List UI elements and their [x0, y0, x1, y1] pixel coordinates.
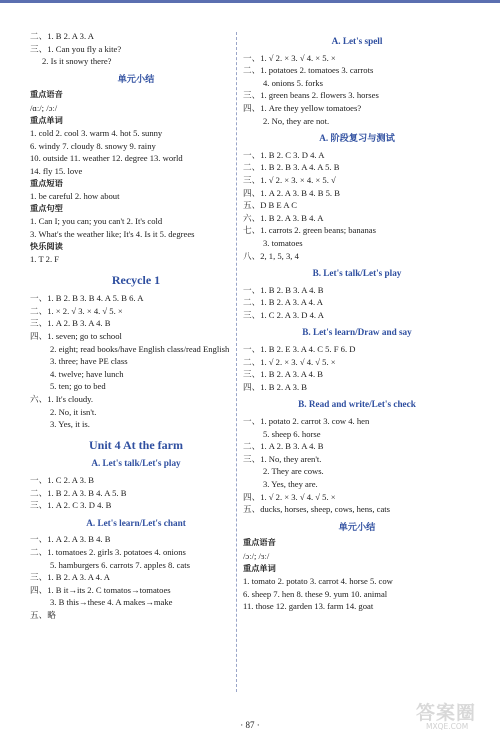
- answer-line: 三、1. B 2. A 3. A 4. B: [243, 369, 323, 380]
- section-heading: B. Let's learn/Draw and say: [302, 327, 412, 338]
- subheading: 重点短语: [30, 178, 63, 188]
- answer-line: 1. T 2. F: [30, 254, 60, 265]
- watermark-sub-text: MXQE.COM: [426, 722, 469, 731]
- answer-line: 四、1. seven; go to school: [30, 331, 122, 342]
- subheading: 重点语音: [243, 538, 276, 548]
- page-number: · 87 ·: [240, 720, 260, 730]
- answer-line: 2. No, it isn't.: [50, 406, 97, 417]
- answer-line: 3. three; have PE class: [50, 356, 128, 367]
- answer-line: 6. windy 7. cloudy 8. snowy 9. rainy: [30, 140, 156, 151]
- subheading: 重点单词: [30, 115, 63, 125]
- answer-line: 八、2, 1, 5, 3, 4: [243, 250, 299, 261]
- left-column: [30, 30, 242, 622]
- answer-line: 一、1. √ 2. × 3. √ 4. × 5. ×: [243, 52, 336, 63]
- section-heading: B. Read and write/Let's check: [298, 399, 416, 410]
- subheading: 重点句型: [30, 203, 63, 213]
- answer-line: 二、1. potatoes 2. tomatoes 3. carrots: [243, 65, 374, 76]
- answer-line: 3. What's the weather like; It's 4. Is it 5. degrees: [30, 228, 195, 239]
- section-heading: 单元小结: [117, 73, 155, 84]
- answer-line: 5. sheep 6. horse: [263, 428, 321, 439]
- answer-line: 四、1. B 2. A 3. B: [243, 381, 307, 392]
- watermark-logo: [416, 698, 496, 738]
- answer-line: 三、1. A 2. B 3. A 4. B: [30, 318, 111, 329]
- answer-line: 五、略: [30, 609, 56, 620]
- answer-line: /ɑː/; /ɔː/: [30, 102, 58, 113]
- section-heading: A. 阶段复习与测试: [319, 133, 395, 144]
- answer-line: 三、1. B 2. A 3. A 4. A: [30, 572, 110, 583]
- answer-line: 5. hamburgers 6. carrots 7. apples 8. cats: [50, 559, 190, 570]
- answer-line: 二、1. B 2. A 3. A: [30, 31, 94, 41]
- answer-line: 1. tomato 2. potato 3. carrot 4. horse 5. cow: [243, 576, 393, 587]
- answer-line: 二、1. B 2. B 3. A 4. A 5. B: [243, 162, 340, 173]
- answer-line: 6. sheep 7. hen 8. these 9. yum 10. animal: [243, 588, 388, 599]
- answer-line: 2. No, they are not.: [263, 115, 330, 126]
- unit-title: Unit 4 At the farm: [89, 437, 183, 452]
- answer-line: 1. Can I; you can; you can't 2. It's cold: [30, 216, 163, 227]
- answer-line: 2. eight; read books/have English class/read English: [50, 343, 230, 354]
- answer-line: 2. Is it snowy there?: [42, 56, 112, 67]
- top-rule: [0, 0, 500, 3]
- answer-line: 四、1. Are they yellow tomatoes?: [243, 102, 362, 113]
- answer-line: 三、1. No, they aren't.: [243, 453, 322, 464]
- answer-line: 一、1. B 2. E 3. A 4. C 5. F 6. D: [243, 344, 356, 355]
- answer-line: 七、1. carrots 2. green beans; bananas: [243, 225, 376, 236]
- answer-line: 一、1. B 2. C 3. D 4. A: [243, 149, 325, 160]
- answer-line: 1. cold 2. cool 3. warm 4. hot 5. sunny: [30, 128, 163, 139]
- section-heading: A. Let's talk/Let's play: [91, 458, 181, 469]
- answer-line: 14. fly 15. love: [30, 165, 83, 176]
- section-heading: 单元小结: [338, 521, 376, 532]
- section-heading: A. Let's spell: [331, 36, 383, 46]
- answer-line: 3. tomatoes: [263, 237, 303, 248]
- answer-line: 六、1. B 2. A 3. B 4. A: [243, 212, 324, 223]
- unit-title: Recycle 1: [111, 272, 161, 287]
- answer-line: 一、1. C 2. A 3. B: [30, 475, 94, 485]
- section-heading: A. Let's learn/Let's chant: [86, 517, 186, 528]
- answer-line: 二、1. × 2. √ 3. × 4. √ 5. ×: [30, 305, 123, 316]
- answer-line: 一、1. A 2. A 3. B 4. B: [30, 534, 111, 545]
- answer-line: 四、1. B it→its 2. C tomatos→tomatoes: [30, 584, 171, 595]
- answer-line: 10. outside 11. weather 12. degree 13. world: [30, 153, 183, 164]
- answer-line: 4. twelve; have lunch: [50, 368, 124, 379]
- answer-line: 四、1. A 2. A 3. B 4. B 5. B: [243, 187, 340, 198]
- answer-line: 5. ten; go to bed: [50, 381, 106, 392]
- answer-line: 3. B this→these 4. A makes→make: [50, 597, 173, 608]
- subheading: 重点单词: [243, 563, 276, 573]
- answer-line: 3. Yes, they are.: [263, 479, 318, 489]
- answer-line: 三、1. Can you fly a kite?: [30, 43, 122, 54]
- answer-line: 二、1. B 2. A 3. B 4. A 5. B: [30, 487, 127, 498]
- answer-line: 1. be careful 2. how about: [30, 191, 120, 202]
- right-column: [243, 30, 471, 613]
- answer-line: 四、1. √ 2. × 3. √ 4. √ 5. ×: [243, 491, 336, 502]
- watermark-main-text: 答案圈: [416, 702, 477, 724]
- answer-line: 一、1. B 2. B 3. A 4. B: [243, 284, 324, 295]
- column-divider: [236, 32, 237, 692]
- answer-line: 五、ducks, horses, sheep, cows, hens, cats: [243, 504, 391, 515]
- answer-line: 二、1. A 2. B 3. A 4. B: [243, 441, 324, 452]
- answer-line: 三、1. C 2. A 3. D 4. A: [243, 309, 324, 320]
- answer-line: 二、1. √ 2. × 3. √ 4. √ 5. ×: [243, 356, 336, 367]
- answer-line: 二、1. B 2. A 3. A 4. A: [243, 297, 323, 308]
- answer-line: 3. Yes, it is.: [50, 419, 90, 430]
- answer-line: 11. those 12. garden 13. farm 14. goat: [243, 601, 374, 612]
- answer-line: 一、1. B 2. B 3. B 4. A 5. B 6. A: [30, 293, 144, 304]
- answer-line: 4. onions 5. forks: [263, 77, 323, 88]
- answer-line: /ɔː/; /ɜː/: [243, 550, 270, 561]
- section-heading: B. Let's talk/Let's play: [312, 268, 402, 279]
- answer-line: 五、D B E A C: [243, 200, 297, 211]
- answer-line: 六、1. It's cloudy.: [30, 394, 94, 405]
- answer-line: 三、1. A 2. C 3. D 4. B: [30, 500, 112, 511]
- answer-line: 2. They are cows.: [263, 466, 324, 477]
- subheading: 快乐阅读: [30, 241, 63, 251]
- subheading: 重点语音: [30, 90, 63, 100]
- answer-line: 三、1. green beans 2. flowers 3. horses: [243, 90, 379, 101]
- answer-line: 二、1. tomatoes 2. girls 3. potatoes 4. onions: [30, 546, 186, 557]
- answer-line: 一、1. potato 2. carrot 3. cow 4. hen: [243, 416, 370, 427]
- answer-line: 三、1. √ 2. × 3. × 4. × 5. √: [243, 174, 336, 185]
